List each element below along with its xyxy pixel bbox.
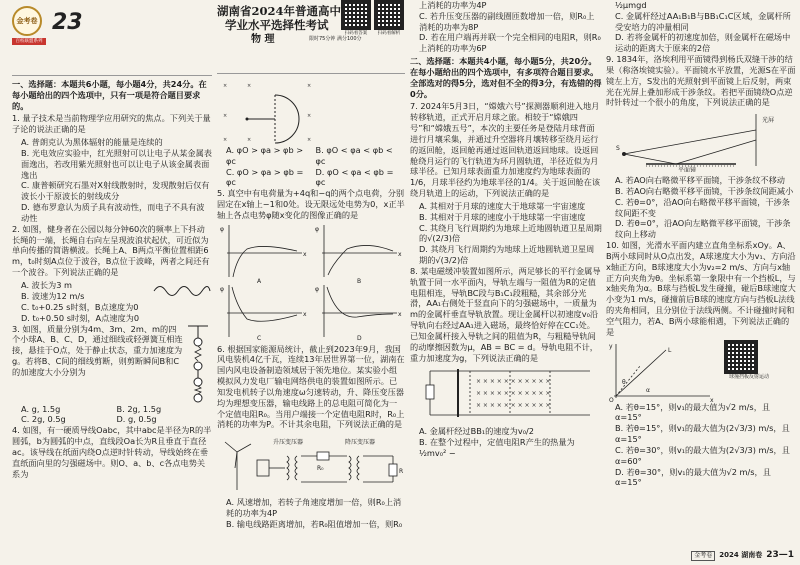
q4-options-row-2: [217, 167, 405, 189]
column-3: [410, 0, 602, 548]
analysis-qr-caption: 扫码看解析: [377, 31, 401, 36]
svg-text:×: ×: [307, 83, 312, 89]
svg-text:L: L: [668, 346, 672, 354]
q3-option-b: B. 2g, 1.5g: [116, 403, 162, 414]
q4-options-row-1: [217, 145, 405, 167]
footer-page-number: 23—1: [766, 550, 794, 561]
q10-option-c: C. 若θ=30°，则v₁的最大值为(2√3/3) m/s，且α=60°: [615, 444, 790, 466]
q3-option-c: C. 2g, 0.5g: [21, 414, 66, 425]
q9-option-b: B. 若AO向右略微平移平面镜，干涉条纹间距减小: [615, 185, 794, 196]
q8-option-c: C. 金属杆经过AA₁B₁B与BB₁C₁C区域，金属杆所受安培力的冲量相同: [615, 10, 791, 32]
q9-option-c: C. 若θ=0°，沿AO向右略微平移平面镜，干涉条纹间距不变: [615, 196, 790, 218]
q7-option-b: B. 其相对于月球的速度小于地球第一宇宙速度: [419, 211, 586, 222]
mirror-label: 平面镜: [678, 167, 697, 173]
analysis-qr-code[interactable]: [374, 0, 404, 30]
question-10: 10. 如图，光滑水平面内建立直角坐标系xOy。A、B两小球同时从O点出发，A球速度大小为v₁、方向沿x轴正方向，B球速度大小为v₂=2 m/s、方向与x轴正方向夹角为θ。坐标系第一象限中有一个挡板L，与x轴夹角为α。B球与挡板L发生碰撞，碰后B球速度大小变为1 m/s，碰撞前后B球的速度方向与挡板L法线的夹角相同，且分别位于法线两侧。不计碰撞时间和空气阻力，若A、B两小球能相遇，下列说法正确的是: [606, 240, 796, 337]
column-2: [217, 0, 405, 548]
q6-option-b-cont: 上消耗的功率为4P: [419, 0, 487, 10]
graph-c-phi-label: φ: [220, 285, 224, 293]
svg-text:×: ×: [223, 137, 228, 143]
question-8: 8. 某电磁缓冲装置如图所示，两足够长的平行金属导轨置于同一水平面内，导轨左端与一阻值为R的定值电阻相连，导轨BC段与B₁C₁段粗糙，其余部分光滑，AA₁右侧处于竖直向下的匀强磁场中，一质量为m的金属杆垂直导轨放置。现让金属杆以初速度v₀沿导轨向右经过AA₁进入磁场，最终恰好停在CC₁处。已知金属杆接入导轨之间的阻值为R，与粗糙导轨间的动摩擦因数为μ，AB = BC = d。导轨电阻不计，重力加速度为g，下列说法正确的是: [410, 265, 601, 363]
q9-option-a: A. 若AO向右略微平移平面镜，干涉条纹不移动: [615, 175, 785, 186]
svg-text:×: ×: [223, 113, 228, 119]
q2-option-b: B. 波速为12 m/s: [21, 290, 85, 301]
q9-option-d: D. 若θ=0°，沿AO向左略微平移平面镜，干涉条纹向上移动: [615, 218, 791, 240]
q10-option-b: B. 若θ=15°，则v₁的最大值为(2√3/3) m/s，且α=15°: [615, 423, 790, 445]
q8-option-d: D. 若将金属杆的初速度加倍，则金属杆在磁场中运动的距离大于原来的2倍: [615, 32, 791, 54]
line-resistor-label: R₀: [317, 465, 324, 473]
section-2-instructions: 二、选择题：本题共4小题，每小题5分，共20分。在每小题给出的四个选项中，有多项符合题目要求。全部选对的得5分，选对但不全的得3分，有选错的得0分。: [410, 56, 602, 99]
exam-title-line-2: 学业水平选择性考试: [225, 18, 329, 32]
svg-text:x: x: [710, 396, 714, 402]
column-4: [606, 0, 796, 548]
graph-label-c: C: [257, 334, 262, 341]
graph-d-x-label: x: [398, 310, 402, 318]
q6-option-b: B. 输电线路距离增加，若R₀阻值增加一倍，则R₀: [226, 518, 403, 529]
svg-text:y: y: [609, 342, 613, 350]
q1-option-d: D. 德布罗意认为质子具有波动性，而电子不具有波动性: [21, 202, 205, 223]
svg-text:× × × × × × × × × ×: × × × × × × × × × × ×: [476, 390, 551, 398]
wind-power-transmission-figure: [217, 432, 405, 494]
q4-option-c: C. φO > φa > φb = φc: [226, 166, 304, 188]
q10-option-a: A. 若θ=15°，则v₁的最大值为√2 m/s，且α=15°: [615, 401, 771, 423]
question-9: 9. 1834年，洛埃利用平面镜得到杨氏双缝干涉的结果（称洛埃镜实验）。平面镜水平放置，光源S在平面镜左上方，S发出的光照射到平面镜上后反射，两束光在光屏上叠加形成干涉条纹。若把平面镜绕O点逆时针转过一个很小的角度，下列说法正确的是: [606, 54, 796, 108]
q7-option-a: A. 其相对于月球的速度大于地球第一宇宙速度: [419, 200, 586, 211]
svg-text:O: O: [609, 396, 614, 402]
svg-text:θ: θ: [622, 378, 626, 386]
svg-text:× × × × × × × × × ×: × × × × × × × × × × ×: [476, 402, 551, 410]
title-block: [217, 0, 405, 74]
svg-text:× × × × × × × × × ×: × × × × × × × × × × ×: [476, 378, 551, 386]
svg-text:×: ×: [247, 137, 252, 143]
q8-option-b: B. 在整个过程中，定值电阻R产生的热量为½mv₀² −: [419, 436, 575, 458]
q1-option-b: B. 光电效应实验中，红光照射可以让电子从某金属表面逸出，若改用紫光照射也可以让电子从该金属表面逸出: [21, 147, 212, 180]
answer-qr-caption: 扫码看答案: [344, 31, 368, 36]
lloyd-mirror-figure: [606, 110, 796, 172]
hanging-balls-figure: [184, 324, 212, 404]
question-7: 7. 2024年5月3日，“嫦娥六号”探测器顺利进入地月转移轨道，正式开启月球之旅。相较于“嫦娥四号”和“嫦娥五号”，本次的主要任务是登陆月球背面进行月壤采集，并通过升空器将月壤转移至绕月运行的返回舱，返回舱再通过返回轨道返回地球。设返回舱绕月运行的飞行轨道为环月圆轨道，半径近似为月球半径。已知月球表面重力加速度约为地球表面的1/6，月球半径约为地球半径的1/4。关于返回舱在该绕月轨道上的运动，下列说法正确的是: [410, 101, 601, 199]
q4-option-d: D. φO < φa < φb = φc: [315, 166, 394, 188]
graph-label-b: B: [357, 277, 362, 285]
q2-block: [12, 280, 212, 302]
paper-number: 23: [52, 10, 83, 35]
graph-a-phi-label: φ: [220, 225, 224, 233]
q6-option-a: A. 风速增加，若转子角速度增加一倍，则R₀上消耗的功率为4P: [226, 497, 402, 518]
q3-block: [12, 324, 212, 404]
exam-header: [12, 4, 212, 76]
step-down-transformer-label: 降压变压器: [345, 439, 376, 447]
q6-option-d: D. 若在用户端再并联一个完全相同的电阻R，则R₀上消耗的功率为6P: [419, 32, 601, 54]
electromagnetic-buffer-figure: [410, 365, 602, 423]
semicircle-wire-figure: [217, 77, 327, 145]
q10-qr-block: [724, 340, 780, 381]
svg-text:α: α: [646, 386, 650, 394]
graph-b-phi-label: φ: [315, 225, 319, 233]
q2-option-a: A. 波长为3 m: [21, 279, 73, 290]
question-5: 5. 真空中有电荷量为+4q和−q的两个点电荷，分别固定在x轴上−1和0处。设无限远处电势为0，x正半轴上各点电势φ随x变化的图像正确的是: [217, 188, 405, 220]
graph-d-phi-label: φ: [315, 285, 319, 293]
q3-option-a: A. g, 1.5g: [21, 403, 61, 414]
question-4: 4. 如图，有一硬质导线Oabc，其中abc是半径为R的半圆弧，b为圆弧的中点，直线段Oa长为R且垂直于直径ac。该导线在纸面内绕O点逆时针转动，导线始终在垂直纸面向里的匀强磁场中。则O、a、b、c各点电势关系为: [12, 425, 212, 479]
load-resistor-label: R: [399, 468, 404, 476]
graph-b-x-label: x: [398, 250, 402, 258]
graph-label-d: D: [357, 334, 362, 341]
q7-option-d: D. 其绕月飞行周期约为地球上近地圆轨道卫星周期的√(3/2)倍: [419, 244, 595, 266]
q1-option-a: A. 普朗克认为黑体辐射的能量是连续的: [21, 137, 163, 148]
svg-text:×: ×: [307, 137, 312, 143]
footer-edition: 2024 湖南卷: [719, 551, 763, 560]
svg-text:×: ×: [247, 83, 252, 89]
subject-title: 物 理: [251, 34, 275, 45]
q6-option-c: C. 若升压变压器的副线圈匝数增加一倍，则R₀上消耗的功率为8P: [419, 10, 595, 32]
q10-figure-row: [606, 340, 796, 402]
screen-label: 光屏: [762, 117, 775, 125]
video-qr-caption: 球撞挡板反射运动: [728, 373, 769, 380]
q7-option-c: C. 其绕月飞行周期约为地球上近地圆轨道卫星周期的√(2/3)倍: [419, 222, 602, 244]
q4-figure-row: [217, 77, 405, 145]
graph-c-x-label: x: [303, 310, 307, 318]
question-2: 2. 如图，健身者在公园以每分钟60次的频率上下抖动长绳的一端，长绳自右向左呈现波浪状起伏，可近似为单向传播的简谐横波。长绳上A、B两点平衡位置相距6 m，t₀时刻A点位于波谷，B点位于波峰，两者之间还有一个波谷。下列说法正确的是: [12, 223, 210, 278]
potential-graphs-figure: [217, 223, 405, 341]
graph-label-a: A: [257, 277, 262, 285]
q3-options-row-1: [12, 404, 212, 415]
q3-option-d: D. g, 0.5g: [116, 414, 157, 425]
svg-text:×: ×: [307, 113, 312, 119]
q2-option-d: D. t₀+0.50 s时刻，A点速度为0: [21, 312, 140, 323]
q4-option-a: A. φO > φa > φb > φc: [226, 145, 304, 166]
answer-qr-code[interactable]: [341, 0, 371, 30]
exam-meta: 限时75分钟 满分100分: [309, 36, 362, 42]
q8-option-b-cont: ½μmgd: [615, 0, 647, 10]
question-6: 6. 根据国家能源局统计，截止到2023年9月，我国风电装机4亿千瓦，连续13年居世界第一位，湖南在国内风电设备制造领域居于领先地位。某实验小组模拟风力发电厂输电网络供电的装置如图所示。已知发电机转子以角速度ω匀速转动，升、降压变压器均为理想变压器，输电线路上的总电阻可简化为一个定值电阻R₀。当用户端接一个定值电阻R时，R₀上消耗的功率为P。不计其余电阻，下列说法正确的是: [217, 343, 405, 430]
question-3: 3. 如图，质量分别为4m、3m、2m、m的四个小球A、B、C、D，通过细线或轻弹簧互相连接，悬挂于O点，处于静止状态，重力加速度为g。若将B、C间的细线剪断，则剪断瞬间B和C的加速度大小分别为: [12, 323, 183, 377]
section-1-instructions: 一、选择题：本题共6小题，每小题4分，共24分。在每小题给出的四个选项中，只有一项是符合题目要求的。: [12, 79, 207, 111]
coordinate-collision-figure: [606, 340, 716, 402]
svg-text:×: ×: [223, 83, 228, 89]
footer-brand: 金考卷: [691, 551, 715, 561]
q8-option-a: A. 金属杆经过BB₁的速度为v₀/2: [419, 426, 534, 437]
source-s-label: S: [616, 145, 620, 153]
q4-option-b: B. φO < φa < φb < φc: [315, 145, 393, 166]
q1-option-c: C. 康普顿研究石墨对X射线散射时，发现散射后仅有波长小于原波长的射线成分: [21, 180, 210, 202]
q3-options-row-2: [12, 414, 212, 425]
exam-title-line-1: 湖南省2024年普通高中: [217, 4, 342, 18]
question-1: 1. 量子技术是当前物理学应用研究的焦点。下列关于量子论的说法正确的是: [12, 113, 211, 135]
q2-option-c: C. t₀+0.25 s时刻，B点速度为0: [21, 301, 139, 312]
rope-wave-figure: [152, 280, 212, 302]
page-footer: [691, 550, 794, 562]
brand-logo: 金考卷: [12, 6, 42, 36]
video-qr-code[interactable]: [724, 340, 758, 374]
column-1: [12, 4, 212, 549]
graph-a-x-label: x: [303, 250, 307, 258]
q10-option-d: D. 若θ=30°，则v₁的最大值为√2 m/s，且α=15°: [615, 466, 771, 488]
logo-band: 百校联盟系列: [12, 38, 46, 45]
step-up-transformer-label: 升压变压器: [273, 439, 304, 447]
